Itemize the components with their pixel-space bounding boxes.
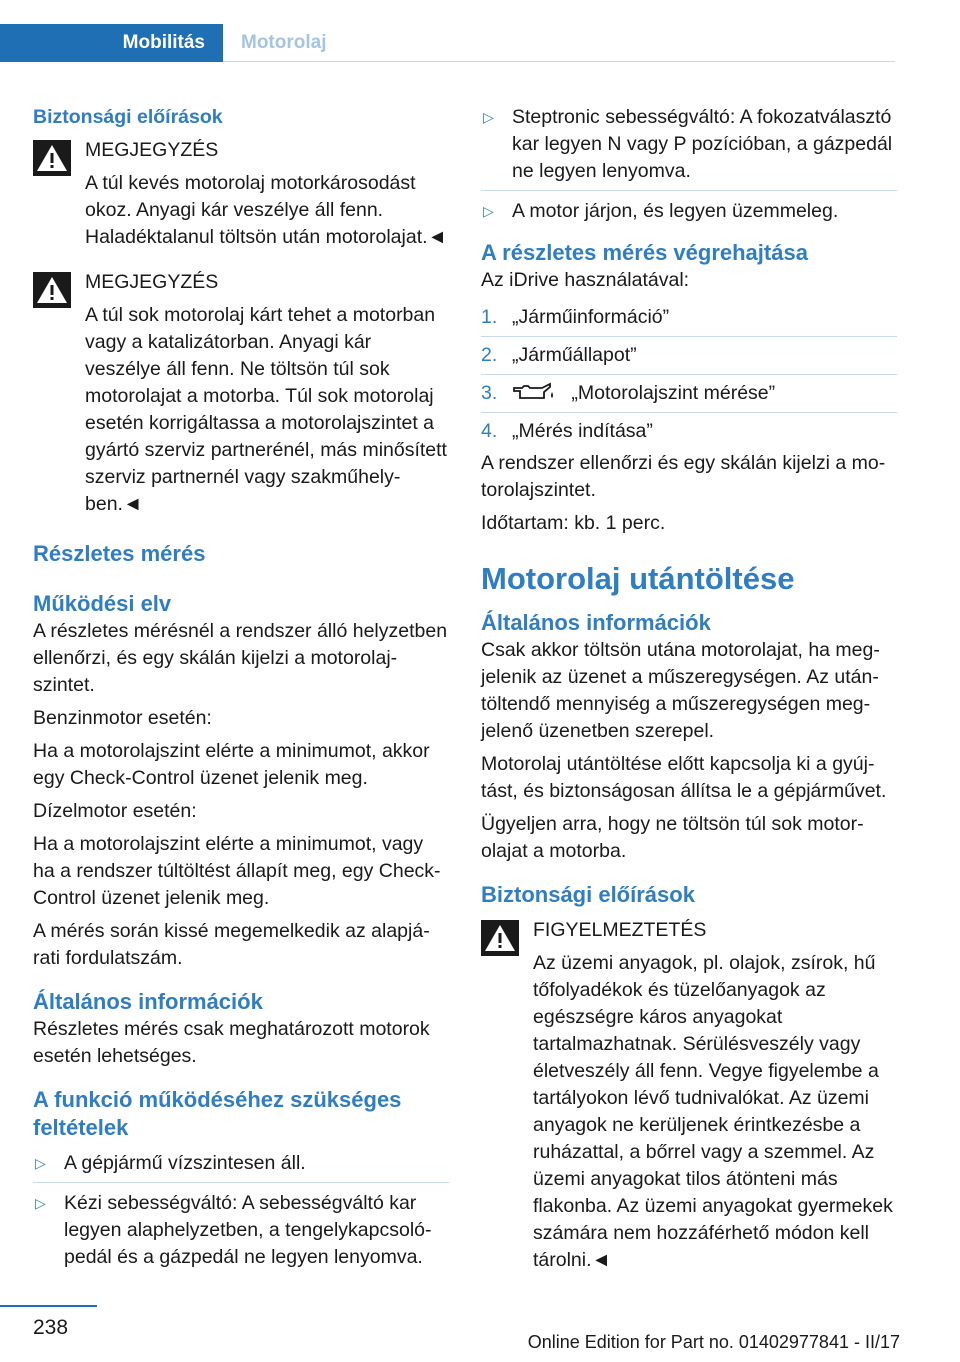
refill-stop-text: Motorolaj utántöltése előtt kapcsolja ki a gyújtást, és biztonságosan állítsa le a gépjárművet. bbox=[481, 753, 887, 802]
warning-block-2 bbox=[33, 269, 449, 518]
triangle-bullet-icon: ▷ bbox=[483, 109, 494, 125]
edition-note: Online Edition for Part no. 01402977841 - II/17 bbox=[527, 1332, 900, 1352]
list-item bbox=[481, 198, 897, 225]
diesel-text: Ha a motorolajszint elérte a minimumot, vagy ha a rendszer túltöltést állapít meg, egy Check-Control üzenet jelenik meg. bbox=[33, 833, 441, 909]
execution-intro: Az iDrive használatával: bbox=[481, 269, 690, 291]
refill-title: Motorolaj utántöltése bbox=[481, 561, 795, 596]
list-item bbox=[33, 1190, 449, 1271]
warning-2-line: A túl sok motorolaj kárt tehet a motorban bbox=[85, 304, 436, 326]
condition-text: A motor járjon, és legyen üzemmeleg. bbox=[512, 200, 839, 222]
step-number: 4. bbox=[481, 420, 498, 442]
condition-text: Kézi sebességváltó: A sebességváltó kar legyen alaphelyzetben, a tengelykapcsolópedál és a gázpedál ne legyen lenyomva. bbox=[64, 1192, 432, 1268]
step-number: 3. bbox=[481, 382, 498, 404]
warning-3-body: tőfolyadékok és tüzelőanyagok az egészségre káros anyagokat tartalmazhatnak. Sérülésveszély vagy életveszély áll fenn. Vegye figyelembe a tartályokon lévő tudnivalókat. Az üzemi anyagok ne kerüljenek érintkezésbe a ruházattal, a bőrrel vagy a szemmel. Az üzemi anyagokat tilos átönteni más flakonba. Az üzemi anyagokat gyermekek számára nem hozzáférhető módon kell tárolni.◄ bbox=[533, 979, 893, 1271]
tab-mobilitas bbox=[0, 24, 223, 62]
detail-heading: Részletes mérés bbox=[33, 541, 206, 566]
list-divider bbox=[481, 412, 897, 413]
warning-3-label: FIGYELMEZTETÉS bbox=[533, 919, 707, 941]
result-text: A rendszer ellenőrzi és egy skálán kijelzi a motorolajszintet. bbox=[481, 452, 886, 501]
step-text: „Járműállapot” bbox=[512, 344, 637, 366]
warning-triangle-icon bbox=[33, 140, 71, 176]
principle-text: A részletes mérésnél a rendszer álló helyzetben ellenőrzi, és egy skálán kijelzi a motorolajszintet. bbox=[33, 620, 448, 696]
petrol-label: Benzinmotor esetén: bbox=[33, 707, 212, 729]
tab-mobilitas-label: Mobilitás bbox=[122, 32, 205, 53]
warning-1-label: MEGJEGYZÉS bbox=[85, 139, 219, 161]
diesel-label: Dízelmotor esetén: bbox=[33, 800, 197, 822]
step-number: 1. bbox=[481, 306, 498, 328]
page-number: 238 bbox=[33, 1316, 69, 1339]
list-divider bbox=[33, 1182, 449, 1183]
refill-general-text: Csak akkor töltsön utána motorolajat, ha megjelenik az üzenet a műszeregységen. Az utántöltendő mennyiség a műszeregységen megjelenő üzenetben szerepel. bbox=[481, 639, 880, 742]
oil-can-icon bbox=[512, 382, 556, 402]
header-tabs bbox=[0, 24, 895, 62]
list-item bbox=[33, 1150, 449, 1177]
header-rule bbox=[223, 61, 895, 62]
tab-motorolaj: Motorolaj bbox=[241, 32, 327, 53]
list-item bbox=[481, 380, 897, 407]
warning-triangle-icon bbox=[481, 920, 519, 956]
triangle-bullet-icon: ▷ bbox=[35, 1155, 46, 1171]
petrol-text: Ha a motorolajszint elérte a minimumot, akkor egy Check-Control üzenet jelenik meg. bbox=[33, 740, 430, 789]
step-text: „Mérés indítása” bbox=[512, 420, 653, 442]
list-divider bbox=[481, 336, 897, 337]
warning-2-label: MEGJEGYZÉS bbox=[85, 271, 219, 293]
triangle-bullet-icon: ▷ bbox=[35, 1195, 46, 1211]
condition-text: Steptronic sebességváltó: A fokozatválasztó kar legyen N vagy P pozícióban, a gázpedál ne legyen lenyomva. bbox=[512, 106, 893, 182]
list-item bbox=[481, 342, 897, 369]
list-divider bbox=[481, 374, 897, 375]
safety-heading: Biztonsági előírások bbox=[33, 106, 223, 128]
refill-safety-heading: Biztonsági előírások bbox=[481, 882, 695, 907]
general-heading: Általános információk bbox=[33, 989, 263, 1014]
left-column bbox=[33, 104, 449, 1271]
refill-general-heading: Általános információk bbox=[481, 610, 711, 635]
conditions-heading: A funkció működéséhez szükséges feltételek bbox=[33, 1087, 402, 1140]
warning-1-line: A túl kevés motorolaj motorkárosodást bbox=[85, 172, 416, 194]
refill-caution-text: Ügyeljen arra, hogy ne töltsön túl sok motorolajat a motorba. bbox=[481, 813, 864, 862]
step-text: „Motorolajszint mérése” bbox=[571, 382, 776, 404]
idle-text: A mérés során kissé megemelkedik az alapjárati fordulatszám. bbox=[33, 920, 430, 969]
warning-3-line: Az üzemi anyagok, pl. olajok, zsírok, hű bbox=[533, 952, 876, 974]
warning-triangle-icon bbox=[33, 272, 71, 308]
warning-block-3 bbox=[481, 917, 897, 1274]
warning-1-body: okoz. Anyagi kár veszélye áll fenn. Haladéktalanul töltsön után motorolajat.◄ bbox=[85, 199, 447, 248]
execution-heading: A részletes mérés végrehajtása bbox=[481, 240, 808, 265]
triangle-bullet-icon: ▷ bbox=[483, 203, 494, 219]
general-text: Részletes mérés csak meghatározott motorok esetén lehetséges. bbox=[33, 1018, 430, 1067]
step-text: „Járműinformáció” bbox=[512, 306, 670, 328]
step-number: 2. bbox=[481, 344, 498, 366]
principle-heading: Működési elv bbox=[33, 591, 172, 616]
right-column bbox=[481, 104, 897, 1280]
list-divider bbox=[481, 190, 897, 191]
list-item bbox=[481, 418, 897, 445]
list-item bbox=[481, 304, 897, 331]
warning-2-body: vagy a katalizátorban. Anyagi kár veszélye áll fenn. Ne töltsön túl sok motorolajat a motorba. Túl sok motorolaj esetén korrigáltassa a motorolajszintet a gyártó szerviz partnerénél, más minősített szerviz partnernél vagy szakműhelyben.◄ bbox=[85, 331, 447, 515]
warning-block-1 bbox=[33, 137, 449, 251]
list-item bbox=[481, 104, 897, 185]
condition-text: A gépjármű vízszintesen áll. bbox=[64, 1152, 306, 1174]
duration-text: Időtartam: kb. 1 perc. bbox=[481, 512, 666, 534]
footer-rule bbox=[0, 1305, 97, 1307]
